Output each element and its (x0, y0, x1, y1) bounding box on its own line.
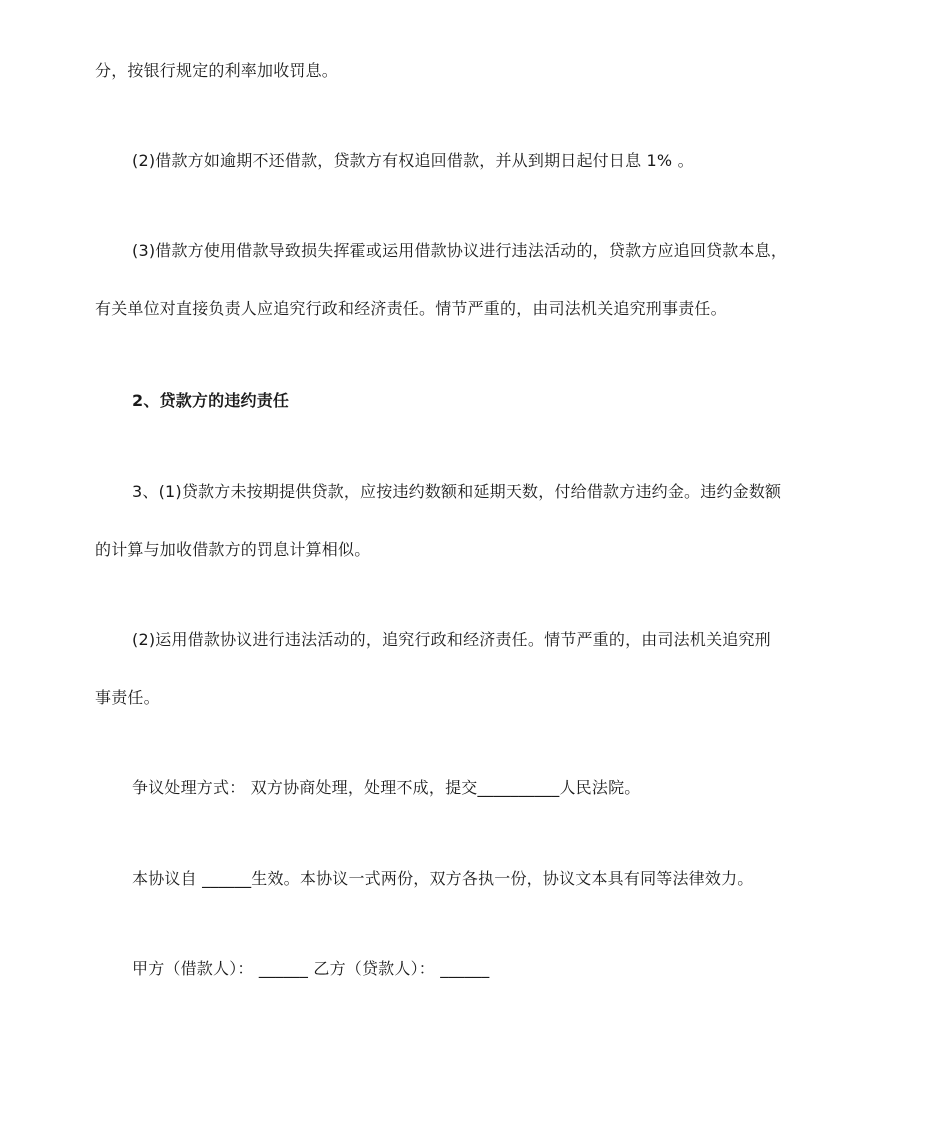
effective-clause-line: 本协议自 ______生效。本协议一式两份，双方各执一份，协议文本具有同等法律效力。 (132, 869, 754, 888)
section-heading: 2、贷款方的违约责任 (132, 391, 290, 410)
paragraph-line: (2)运用借款协议进行违法活动的，追究行政和经济责任。情节严重的，由司法机关追究刑 (132, 630, 771, 649)
paragraph-line: 有关单位对直接负责人应追究行政和经济责任。情节严重的，由司法机关追究刑事责任。 (95, 299, 727, 318)
paragraph-line: 3、(1)贷款方未按期提供贷款，应按违约数额和延期天数，付给借款方违约金。违约金数额 (132, 482, 782, 501)
dispute-resolution-line: 争议处理方式： 双方协商处理，处理不成，提交__________人民法院。 (132, 778, 641, 797)
paragraph-line: 的计算与加收借款方的罚息计算相似。 (95, 540, 371, 559)
signature-line: 甲方（借款人）： ______ 乙方（贷款人）： ______ (132, 959, 490, 978)
paragraph-line: (3)借款方使用借款导致损失挥霍或运用借款协议进行违法活动的，贷款方应追回贷款本息， (132, 241, 788, 260)
paragraph-line: 事责任。 (95, 688, 160, 707)
paragraph-line: 分，按银行规定的利率加收罚息。 (95, 61, 339, 80)
paragraph-line: (2)借款方如逾期不还借款，贷款方有权追回借款，并从到期日起付日息 1% 。 (132, 151, 694, 170)
